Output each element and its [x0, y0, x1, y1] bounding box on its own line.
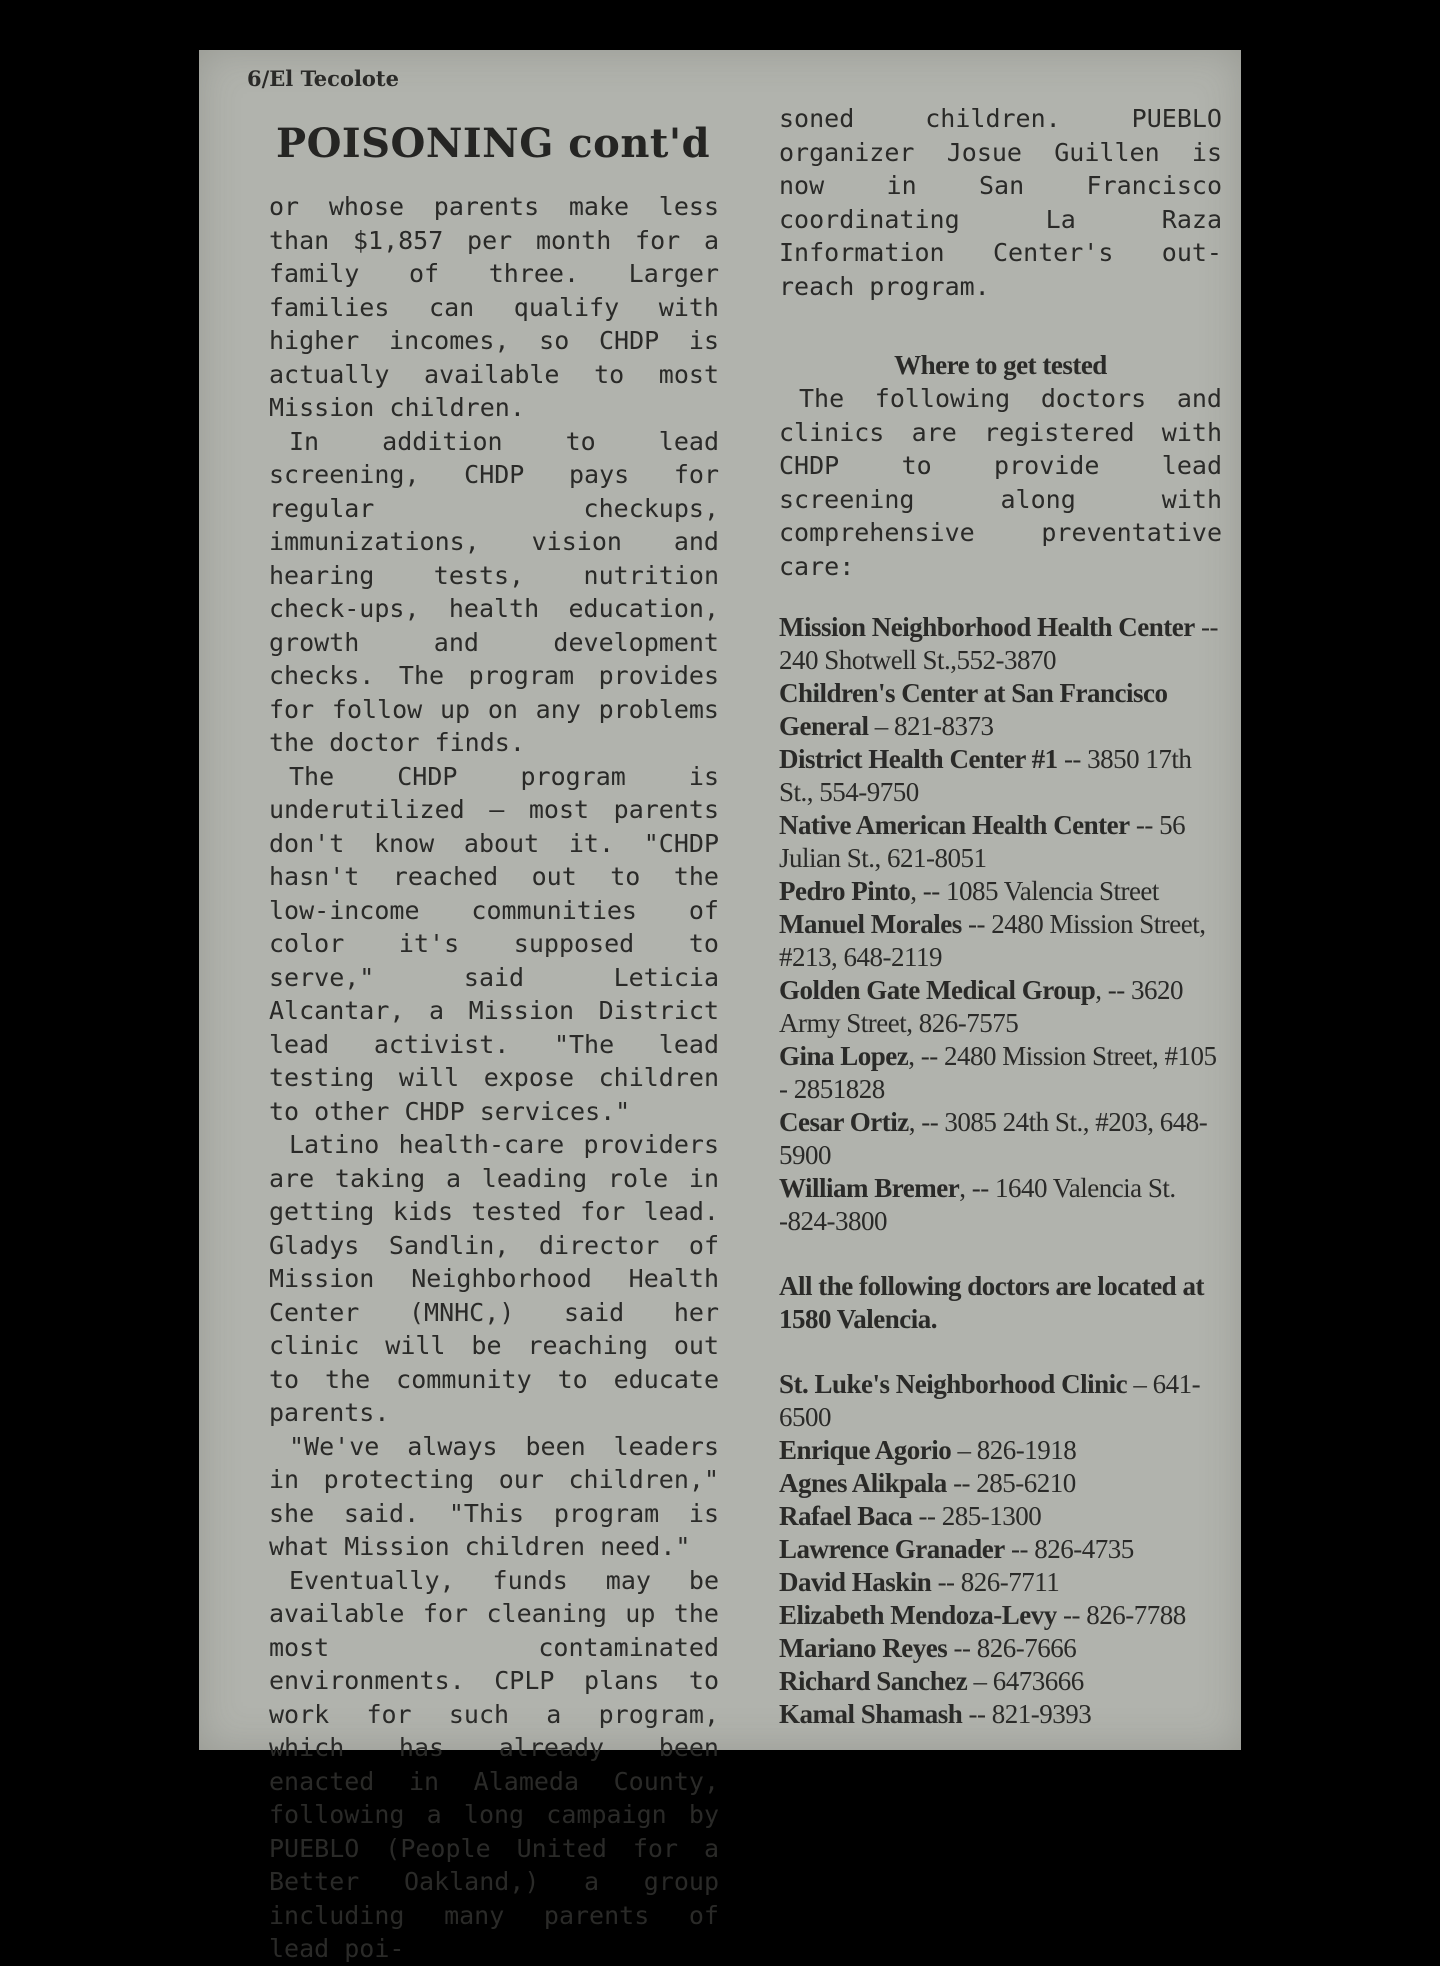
doctor-name: Kamal Shamash — [779, 1699, 963, 1729]
doctor-name: Mariano Reyes — [779, 1633, 948, 1663]
paragraph: Latino health-care providers are taking a leading role in getting kids tested for lead. Gladys Sandlin, director of Mission Neighborhood Health Center (MNHC,) said her clinic will be reaching out to the community to educate parents. — [269, 1130, 719, 1427]
list-item — [779, 1500, 1222, 1533]
list-item — [779, 743, 1222, 809]
doctor-listings — [779, 1368, 1222, 1731]
list-item — [779, 1040, 1222, 1106]
listing-name: William Bremer — [779, 1173, 960, 1203]
paragraph: or whose parents make less than $1,857 per month for a family of three. Larger families can qualify with higher incomes, so CHDP is actually available to most Mission children. — [269, 192, 719, 422]
page-folio: 6/El Tecolote — [247, 66, 399, 91]
doctor-name: St. Luke's Neighborhood Clinic — [779, 1369, 1128, 1399]
list-item — [779, 974, 1222, 1040]
listing-name: District Health Center #1 — [779, 744, 1058, 774]
list-item — [779, 1172, 1222, 1238]
newspaper-page — [199, 50, 1241, 1963]
doctor-phone: – 826-1918 — [951, 1435, 1077, 1465]
doctor-name: Enrique Agorio — [779, 1435, 952, 1465]
section-subhead: Where to get tested — [894, 350, 1107, 380]
list-item — [779, 1566, 1222, 1599]
intro-paragraph: The following doctors and clinics are registered with CHDP to provide lead screening along with comprehensive preventative care: — [779, 384, 1222, 581]
doctor-phone: -- 826-7788 — [1056, 1600, 1186, 1630]
listing-detail: , -- 1640 Valencia St. -824-3800 — [779, 1173, 1176, 1236]
listing-detail: , -- 2480 Mission Street, #105 - 2851828 — [779, 1041, 1217, 1104]
paragraph: In addition to lead screening, CHDP pays for regular checkups, immunizations, vision and hearing tests, nutrition check-ups, health education, growth and development checks. The program provides for follow up on any problems the doctor finds. — [269, 426, 719, 757]
clinic-listings — [779, 611, 1222, 1238]
continuation-paragraph: soned children. PUEBLO organizer Josue Guillen is now in San Francisco coordinating La Raza Information Center's out-reach program. — [779, 104, 1222, 301]
located-note: All the following doctors are located at 1580 Valencia. — [779, 1271, 1204, 1334]
doctor-name: Rafael Baca — [779, 1501, 913, 1531]
list-item — [779, 1698, 1222, 1731]
list-item — [779, 809, 1222, 875]
headline: POISONING cont'd — [276, 120, 711, 167]
listing-name: Children's Center at San Francisco General — [779, 678, 1168, 741]
list-item — [779, 611, 1222, 677]
doctor-name: Elizabeth Mendoza-Levy — [779, 1600, 1057, 1630]
paragraph: Eventually, funds may be available for cleaning up the most contaminated environments. CPLP plans to work for such a program, which has already been enacted in Alameda County, following a long campaign by PUEBLO (People United for a Better Oakland,) a group including many parents of lead poi- — [269, 1565, 719, 1963]
doctor-name: David Haskin — [779, 1567, 932, 1597]
listing-detail: -- 56 Julian St., 621-8051 — [779, 810, 1186, 873]
list-item — [779, 1599, 1222, 1632]
listing-detail: , -- 3620 Army Street, 826-7575 — [779, 975, 1183, 1038]
doctor-phone: -- 285-6210 — [946, 1468, 1076, 1498]
list-item — [779, 1106, 1222, 1172]
left-column — [269, 190, 719, 1966]
doctor-phone: – 641-6500 — [779, 1369, 1201, 1432]
listing-name: Gina Lopez — [779, 1041, 909, 1071]
listing-detail: , -- 3085 24th St., #203, 648-5900 — [779, 1107, 1208, 1170]
list-item — [779, 1533, 1222, 1566]
list-item — [779, 1665, 1222, 1698]
paragraph: The CHDP program is underutilized — most parents don't know about it. "CHDP hasn't reached out to the low-income communities of color it's supposed to serve," said Leticia Alcantar, a Mission District lead activist. "The lead testing will expose children to other CHDP services." — [269, 761, 719, 1126]
doctor-name: Richard Sanchez — [779, 1666, 968, 1696]
doctor-phone: -- 826-4735 — [1004, 1534, 1134, 1564]
doctor-phone: -- 285-1300 — [912, 1501, 1042, 1531]
listing-detail: -- 240 Shotwell St.,552-3870 — [779, 612, 1218, 675]
paragraph: "We've always been leaders in protecting our children," she said. "This program is what Mission children need." — [269, 1431, 719, 1561]
right-column — [779, 102, 1222, 1731]
list-item — [779, 1467, 1222, 1500]
list-item — [779, 875, 1222, 908]
listing-name: Native American Health Center — [779, 810, 1130, 840]
doctor-phone: -- 826-7666 — [947, 1633, 1077, 1663]
doctor-name: Agnes Alikpala — [779, 1468, 947, 1498]
list-item — [779, 1632, 1222, 1665]
list-item — [779, 1434, 1222, 1467]
list-item — [779, 1368, 1222, 1434]
listing-name: Cesar Ortiz — [779, 1107, 909, 1137]
listing-detail: -- 3850 17th St., 554-9750 — [779, 744, 1192, 807]
listing-name: Golden Gate Medical Group — [779, 975, 1096, 1005]
doctor-phone: -- 821-9393 — [962, 1699, 1092, 1729]
doctor-phone: – 6473666 — [967, 1666, 1084, 1696]
doctor-phone: -- 826-7711 — [931, 1567, 1060, 1597]
listing-name: Mission Neighborhood Health Center — [779, 612, 1195, 642]
list-item — [779, 677, 1222, 743]
listing-detail: – 821-8373 — [868, 711, 994, 741]
list-item — [779, 908, 1222, 974]
listing-name: Manuel Morales — [779, 909, 962, 939]
listing-detail: -- 2480 Mission Street, #213, 648-2119 — [779, 909, 1206, 972]
listing-name: Pedro Pinto — [779, 876, 911, 906]
listing-detail: , -- 1085 Valencia Street — [910, 876, 1159, 906]
doctor-name: Lawrence Granader — [779, 1534, 1005, 1564]
